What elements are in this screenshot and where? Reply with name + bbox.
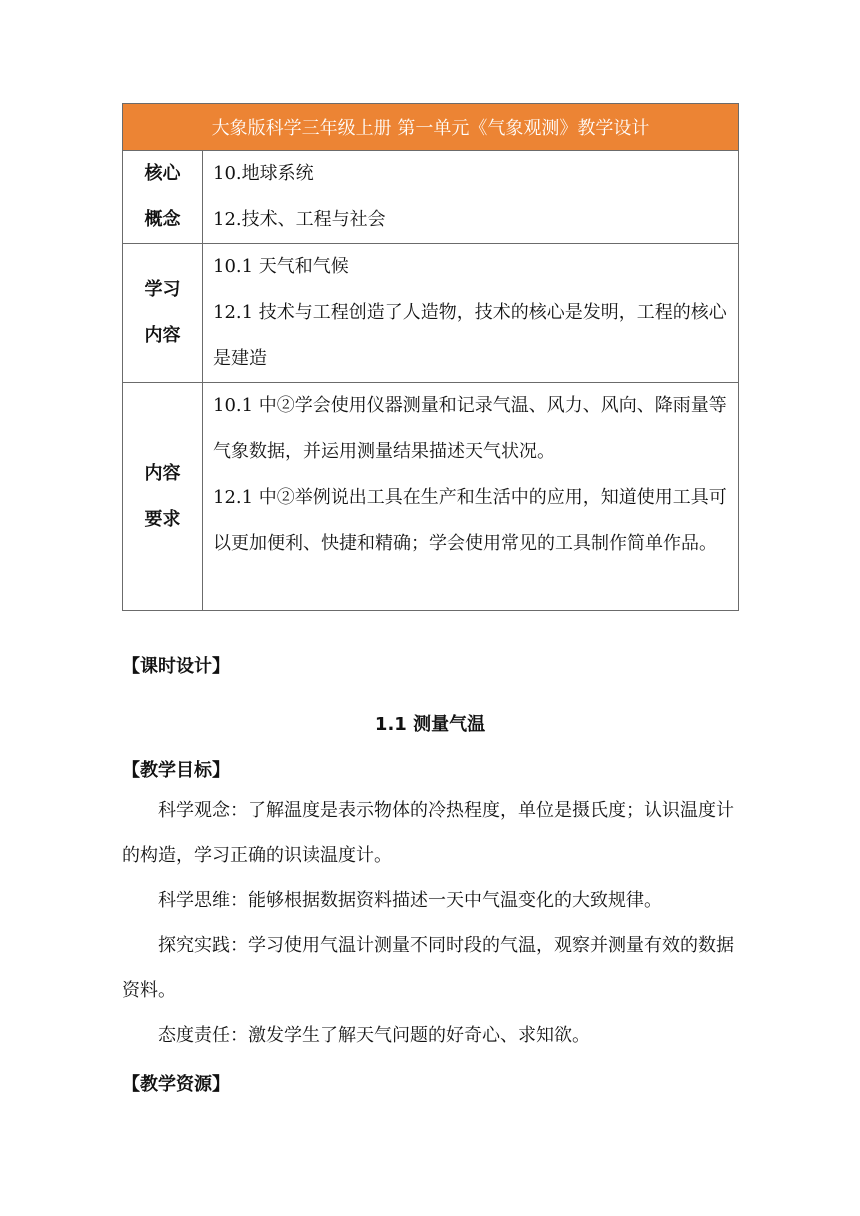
table-row-content-requirements [123,383,739,611]
row-label-line: 概念 [144,209,181,230]
content-line: 12.技术、工程与社会 [213,209,386,230]
table-title: 大象版科学三年级上册 第一单元《气象观测》教学设计 [123,104,739,151]
row-label-line: 要求 [144,508,181,530]
content-line: 12.1 技术与工程创造了人造物，技术的核心是发明，工程的核心是建造 [213,302,727,369]
section-heading-objectives: 【教学目标】 [122,760,230,781]
content-line: 10.1 天气和气候 [213,256,349,277]
objective-paragraph: 态度责任：激发学生了解天气问题的好奇心、求知欲。 [158,1025,590,1046]
row-content-core-concept [203,151,739,244]
section-heading-lesson-design: 【课时设计】 [122,656,230,677]
row-label-line: 学习 [144,279,181,300]
row-label-core-concept [123,151,203,244]
row-label-line: 内容 [144,462,181,484]
content-line: 12.1 中②举例说出工具在生产和生活中的应用，知道使用工具可以更加便利、快捷和精确；学会使用常见的工具制作简单作品。 [213,487,727,554]
row-label-content-requirements [123,383,203,611]
objective-paragraph: 探究实践：学习使用气温计测量不同时段的气温，观察并测量有效的数据资料。 [122,935,734,1001]
row-content-learning-content [203,244,739,383]
row-label-line: 内容 [144,325,181,346]
lesson-title: 1.1 测量气温 [374,714,486,735]
unit-design-table [122,103,739,611]
table-row-core-concept [123,151,739,244]
content-line: 10.1 中②学会使用仪器测量和记录气温、风力、风向、降雨量等气象数据，并运用测量结果描述天气状况。 [213,395,727,462]
row-content-content-requirements [203,383,739,611]
content-line: 10.地球系统 [213,163,314,184]
row-label-line: 核心 [144,163,181,184]
section-heading-resources: 【教学资源】 [122,1074,230,1095]
row-label-learning-content [123,244,203,383]
table-row-learning-content [123,244,739,383]
objectives-list [122,788,734,1058]
objective-paragraph: 科学思维：能够根据数据资料描述一天中气温变化的大致规律。 [158,890,662,911]
objective-paragraph: 科学观念：了解温度是表示物体的冷热程度，单位是摄氏度；认识温度计的构造，学习正确的识读温度计。 [122,800,734,866]
